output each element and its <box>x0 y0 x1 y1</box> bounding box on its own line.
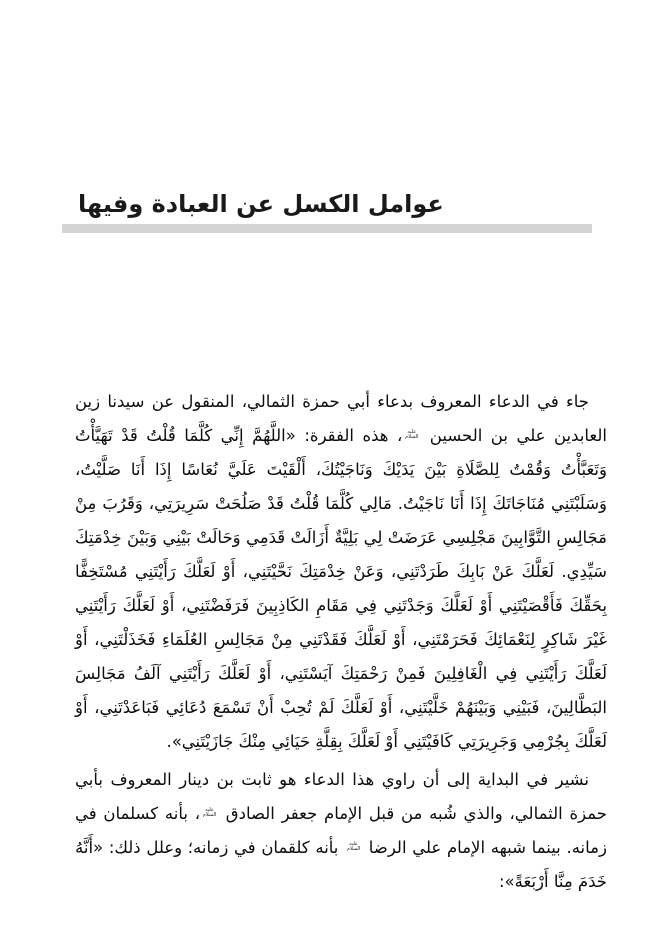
honorific-micro-text: عليه السلام <box>346 841 361 852</box>
honorific-micro-text: عليه السلام <box>202 807 217 818</box>
honorific-micro-text: عليه السلام <box>405 429 419 440</box>
commentary-part1-text: نشير في البداية إلى أن راوي هذا الدعاء هو ثابت بن دينار المعروف بأبي حمزة الثمالي، والذي شُبه من قبل الإمام جعفر الصادق <box>75 770 607 823</box>
commentary-part2-text: ، بأنه كسلمان في زمانه. بينما شبهه الإمام علي الرضا <box>75 804 607 857</box>
paragraph-connector-text: ، هذه الفقرة: <box>304 426 403 445</box>
chapter-title: عوامل الكسل عن العبادة وفيها <box>78 190 444 218</box>
alayhis-salam-roundel-icon <box>200 805 219 823</box>
dua-quotation-text: «اللَّهُمَّ إِنِّي كُلَّمَا قُلْتُ قَدْ تَهَيَّأْتُ وَتَعَبَّأْتُ وَقُمْتُ لِلصَّلَاةِ بَيْنَ يَدَيْكَ وَنَاجَيْتُكَ، أَلْقَيْتَ عَلَيَّ نُعَاسًا إِذَا أَنَا صَلَّيْتُ، وَسَلَبْتَنِي مُنَاجَاتَكَ إِذَا أَنَا نَاجَيْتُ. مَالِي كُلَّمَا قُلْتُ قَدْ صَلُحَتْ سَرِيرَتِي، وَقَرُبَ مِنْ مَجَالِسِ التَّوَّابِينَ مَجْلِسِي عَرَضَتْ لِي بَلِيَّةٌ أَزَالَتْ قَدَمِي وَحَالَتْ بَيْنِي وَبَيْنَ خِدْمَتِكَ سَيِّدِي. لَعَلَّكَ عَنْ بَابِكَ طَرَدْتَنِي، وَعَنْ خِدْمَتِكَ نَحَّيْتَنِي، أَوْ لَعَلَّكَ رَأَيْتَنِي مُسْتَخِفًّا بِحَقِّكَ فَأَقْصَيْتَنِي أَوْ لَعَلَّكَ وَجَدْتَنِي فِي مَقَامِ الكَاذِبِينَ فَرَفَضْتَنِي، أَوْ لَعَلَّكَ رَأَيْتَنِي غَيْرَ شَاكِرٍ لِنَعْمَائِكَ فَحَرَمْتَنِي، أَوْ لَعَلَّكَ فَقَدْتَنِي مِنْ مَجَالِسِ العُلَمَاءِ فَخَذَلْتَنِي، أَوْ لَعَلَّكَ رَأَيْتَنِي فِي الْغَافِلِينَ فَمِنْ رَحْمَتِكَ آيَسْتَنِي، أَوْ لَعَلَّكَ رَأَيْتَنِي آلَفُ مَجَالِسَ البَطَّالِينَ، فَبَيْنِي وَبَيْنَهُمْ خَلَّيْتَنِي، أَوْ لَعَلَّكَ لَمْ تُحِبْ أَنْ تَسْمَعَ دُعَائِي فَبَاعَدْتَنِي، أَوْ لَعَلَّكَ بِجُرْمِي وَجَرِيرَتِي كَافَيْتَنِي أَوْ لَعَلَّكَ بِقِلَّةِ حَيَائِي مِنْكَ جَازَيْتَنِي». <box>75 426 607 751</box>
title-underline-rule <box>62 224 592 233</box>
commentary-part3-text: بأنه كلقمان في زمانه؛ وعلل ذلك: <box>108 838 339 857</box>
alayhis-salam-roundel-icon <box>344 839 363 857</box>
chapter-header <box>0 0 669 250</box>
alayhis-salam-roundel-icon <box>402 427 421 445</box>
body-text <box>75 385 607 899</box>
hadith-quote-text: «أَنَّهُ خَدَمَ مِنَّا أَرْبَعَةً»: <box>75 838 607 891</box>
paragraph-commentary <box>75 763 607 899</box>
paragraph-intro-dua <box>75 385 607 759</box>
paragraph-lead-text: جاء في الدعاء المعروف بدعاء أبي حمزة الثمالي، المنقول عن سيدنا زين العابدين علي بن الحسين <box>75 392 608 445</box>
